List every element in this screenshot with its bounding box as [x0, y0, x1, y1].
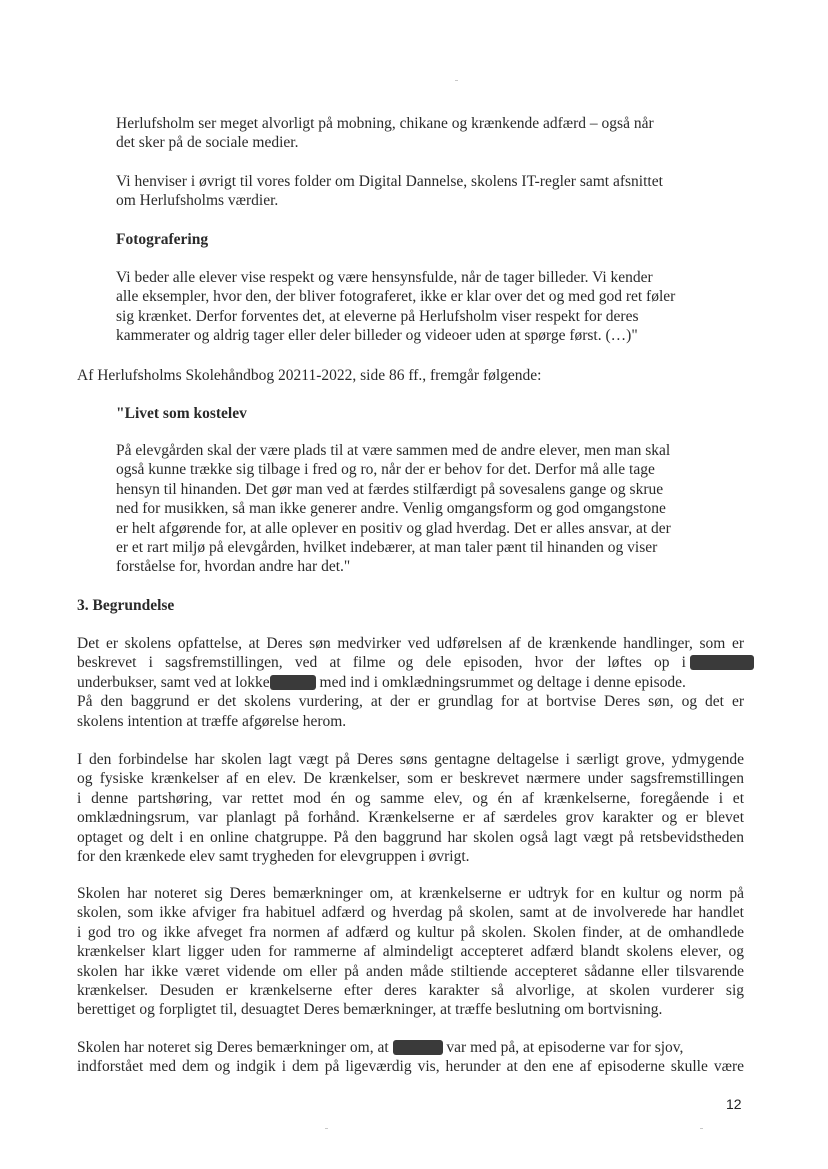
quote-paragraph-boarding: På elevgården skal der være plads til at være sammen med de andre elever, men man skal også kunne trække sig tilbage i fred og ro, når der er behov for det. Derfor må alle tage hensyn til hinanden. Det gør man ved at færdes stilfærdigt på sovesalens gange og skrue ned for musikken, så man ikke generer andre. Venlig omgangsform og god omgangstone er helt afgørende for, at alle oplever en positiv og glad hverdag. Det er alles ansvar, at der er et rart miljø på elevgården, hvilket indebærer, at man taler pænt til hinanden og viser forståelse for, hvordan andre har det."	[116, 442, 671, 576]
quote-paragraph-photography: Vi beder alle elever vise respekt og være hensynsfulde, når de tager billeder. Vi kender alle eksempler, hvor den, der bliver fotograferet, ikke er klar over det og med god ret føler sig krænket. Derfor forventes det, at eleverne på Herlufsholm viser respekt for deres kammerater og aldrig tager eller deler billeder og videoer uden at spørge først. (…)"	[116, 269, 676, 345]
scan-speck	[455, 80, 458, 81]
section-paragraph-assessment: Det er skolens opfattelse, at Deres søn medvirker ved udførelsen af de krænkende handlinger, som er beskrevet i sagsfremstillingen, ved at filme og dele episoden, hvor der løftes op i underbukser, samt ved at lokke med ind i omklædningsrummet og deltage i denne episode. På den baggrund er det skolens vurdering, at der er grundlag for at bortvise Deres søn, og det er skolens intention at træffe afgørelse herom.	[77, 634, 744, 731]
quote-heading-photography: Fotografering	[116, 231, 209, 248]
quote-paragraph-bullying: Herlufsholm ser meget alvorligt på mobning, chikane og krænkende adfærd – også når det sker på de sociale medier.	[116, 115, 654, 152]
quote-paragraph-references: Vi henviser i øvrigt til vores folder om Digital Dannelse, skolens IT-regler samt afsnittet om Herlufsholms værdier.	[116, 173, 663, 210]
quote-heading-boarding: "Livet som kostelev	[116, 405, 247, 422]
scan-speck	[325, 1128, 328, 1129]
intro-line: Af Herlufsholms Skolehåndbog 20211-2022, side 86 ff., fremgår følgende:	[77, 367, 542, 384]
page-number: 12	[726, 1096, 742, 1112]
section-paragraph-remarks: Skolen har noteret sig Deres bemærkninger om, at krænkelserne er udtryk for en kultur og norm på skolen, som ikke afviger fra habituel adfærd og hverdag på skolen, samt at de involverede har handlet i god tro og ikke afveget fra normen af adfærd og kultur på skolen. Skolen finder, at de omhandlede krænkelser klart ligger uden for rammerne af almindeligt accepteret adfærd blandt skolens elever, og skolen har ikke været vidende om eller på anden måde stiltiende accepteret sådanne eller tilsvarende krænkelser. Desuden er krænkelserne efter deres karakter så alvorlige, at skolen vurderer sig berettiget og forpligtet til, desuagtet Deres bemærkninger, at træffe beslutning om bortvisning.	[77, 885, 744, 1019]
scan-speck	[700, 1128, 703, 1129]
section-paragraph-emphasis: I den forbindelse har skolen lagt vægt på Deres søns gentagne deltagelse i særligt grove, ydmygende og fysiske krænkelser af en elev. De krænkelser, som er beskrevet nærmere under sagsfremstillingen i denne partshøring, var rettet mod én og samme elev, og én af krænkelserne, foregående i et omklædningsrum, var planlagt på forhånd. Krænkelserne er af særdeles grov karakter og er blevet optaget og delt i en online chatgruppe. På den baggrund har skolen også lagt vægt på retsbevidstheden for den krænkede elev samt trygheden for elevgruppen i øvrigt.	[77, 751, 744, 866]
redaction-mark	[690, 655, 754, 670]
redaction-mark	[270, 675, 316, 690]
section-heading: 3. Begrundelse	[77, 597, 175, 614]
redaction-mark	[393, 1040, 443, 1055]
section-paragraph-consent: Skolen har noteret sig Deres bemærkninger om, at var med på, at episoderne var for sjov, indforstået med dem og indgik i dem på ligeværdig vis, herunder at den ene af episoderne skulle være	[77, 1039, 744, 1076]
